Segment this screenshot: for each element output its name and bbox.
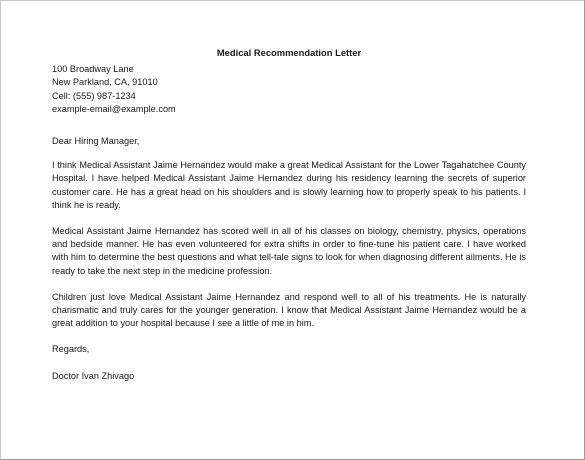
letter-greeting: Dear Hiring Manager, bbox=[52, 136, 140, 147]
letter-title: Medical Recommendation Letter bbox=[216, 47, 362, 58]
letter-signature: Doctor Ivan Zhivago bbox=[52, 370, 135, 381]
address-street: 100 Broadway Lane bbox=[52, 64, 134, 75]
letter-body bbox=[52, 46, 526, 383]
address-phone: Cell: (555) 987-1234 bbox=[52, 90, 136, 101]
paragraph-qualifications: Medical Assistant Jaime Hernandez has scored well in all of his classes on biology, chemistry, physics, operations and bedside manner. He has even volunteered for extra shifts in order to fine-tune his patient care. I have worked with him to determine the best questions and what tell-tale signs to look for when diagnosing different ailments. He is ready to take the next step in the medicine profession. bbox=[52, 226, 526, 276]
address-email: example-email@example.com bbox=[52, 103, 176, 114]
paragraph-closing-remarks: Children just love Medical Assistant Jaime Hernandez and respond well to all of his treatments. He is naturally charismatic and truly cares for the younger generation. I know that Medical Assistant Jaime Hernandez would be a great addition to your hospital because I see a little of me in him. bbox=[52, 291, 526, 329]
letter-closing: Regards, bbox=[52, 344, 90, 355]
sender-address-block bbox=[52, 63, 526, 116]
address-city: New Parkland, CA, 91010 bbox=[52, 77, 158, 88]
paragraph-intro: I think Medical Assistant Jaime Hernandez would make a great Medical Assistant for the Lower Tagahatchee County Hospital. I have helped Medical Assistant Jaime Hernandez during his residency learning the secrets of superior customer care. He has a great head on his shoulders and is slowly learning how to properly speak to his patients. I think he is ready. bbox=[52, 160, 526, 210]
